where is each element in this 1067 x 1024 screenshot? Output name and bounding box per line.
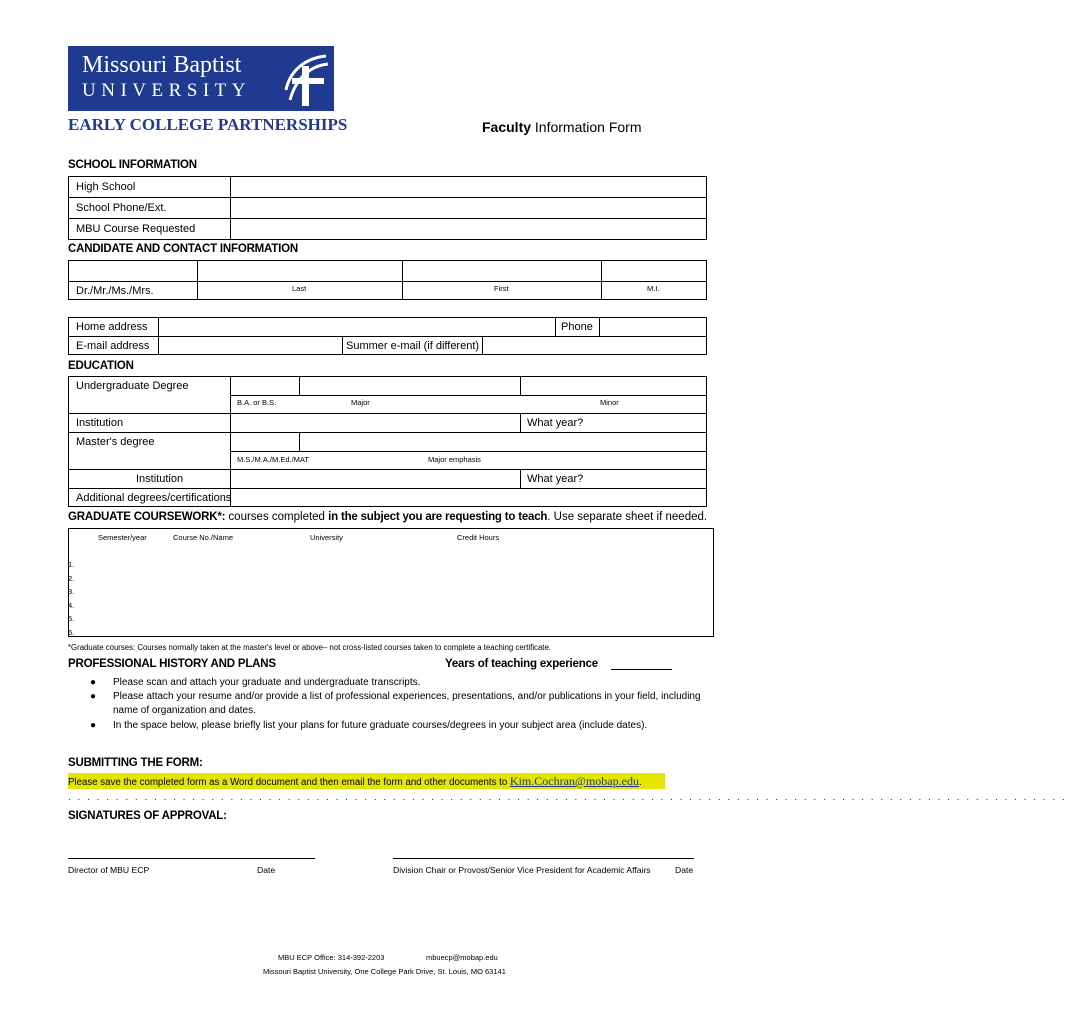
additional-field[interactable] bbox=[232, 490, 706, 506]
email-label: E-mail address bbox=[76, 340, 150, 352]
phone-label: Phone bbox=[561, 321, 593, 333]
school-heading: SCHOOL INFORMATION bbox=[68, 159, 197, 171]
high-school-label: High School bbox=[76, 181, 136, 193]
bullet-icon: ● bbox=[90, 677, 97, 688]
course-row-4: 4. bbox=[68, 601, 75, 610]
course-row-6: 6. bbox=[68, 628, 75, 637]
course-row-3: 3. bbox=[68, 587, 75, 596]
col-semester: Semester/year bbox=[98, 533, 147, 542]
logo-subtitle: EARLY COLLEGE PARTNERSHIPS bbox=[68, 115, 348, 134]
logo-name: Missouri Baptist bbox=[82, 52, 242, 78]
minor-label: Minor bbox=[600, 398, 619, 407]
signatures-heading: SIGNATURES OF APPROVAL: bbox=[68, 810, 227, 822]
candidate-heading: CANDIDATE AND CONTACT INFORMATION bbox=[68, 243, 298, 255]
bullet-transcripts: Please scan and attach your graduate and undergraduate transcripts. bbox=[113, 677, 421, 688]
summer-email-field[interactable] bbox=[484, 338, 706, 354]
coursework-table[interactable] bbox=[68, 528, 714, 637]
years-teaching-field[interactable] bbox=[611, 669, 672, 670]
ms-ma-label: M.S./M.A./M.Ed./MAT bbox=[237, 455, 309, 464]
prefix-label: Dr./Mr./Ms./Mrs. bbox=[76, 285, 154, 297]
chair-label: Division Chair or Provost/Senior Vice President for Academic Affairs bbox=[393, 865, 651, 875]
school-phone-label: School Phone/Ext. bbox=[76, 202, 167, 214]
date1-label: Date bbox=[257, 865, 276, 875]
institution2-field[interactable] bbox=[232, 471, 519, 487]
cross-logo-icon bbox=[280, 52, 332, 108]
ba-bs-label: B.A. or B.S. bbox=[237, 398, 277, 407]
course-row-2: 2. bbox=[68, 574, 75, 583]
summer-email-label: Summer e-mail (if different) bbox=[346, 340, 480, 352]
bullet-resume: Please attach your resume and/or provide a list of professional experiences, presentations, and/or publications in your field, including bbox=[113, 691, 701, 702]
chair-signature-line[interactable] bbox=[393, 858, 694, 859]
submitting-text: Please save the completed form as a Word document and then email the form and other documents to Kim.Cochran@mobap.edu. bbox=[68, 773, 665, 789]
director-label: Director of MBU ECP bbox=[68, 865, 150, 875]
masters-label: Master's degree bbox=[76, 436, 155, 448]
bullet-icon: ● bbox=[90, 691, 97, 702]
what-year-label: What year? bbox=[527, 417, 584, 429]
col-credit-hours: Credit Hours bbox=[457, 533, 500, 542]
home-address-label: Home address bbox=[76, 321, 148, 333]
major-emphasis-label: Major emphasis bbox=[428, 455, 481, 464]
col-university: University bbox=[310, 533, 343, 542]
major-label: Major bbox=[351, 398, 370, 407]
coursework-note: *Graduate courses: Courses normally taken at the master's level or above– not cross-listed courses taken to complete a teaching certificate. bbox=[68, 643, 551, 652]
institution2-label: Institution bbox=[136, 473, 184, 485]
mi-field[interactable] bbox=[602, 262, 706, 280]
director-signature-line[interactable] bbox=[68, 858, 315, 859]
last-name-field[interactable] bbox=[198, 262, 401, 280]
course-row-1: 1. bbox=[68, 560, 75, 569]
mbu-course-field[interactable] bbox=[232, 220, 705, 238]
bullet-icon: ● bbox=[90, 720, 97, 731]
undergrad-label: Undergraduate Degree bbox=[76, 380, 189, 392]
footer-address: Missouri Baptist University, One College Park Drive, St. Louis, MO 63141 bbox=[263, 967, 506, 976]
footer-office: MBU ECP Office: 314-392-2203 bbox=[278, 953, 385, 962]
mi-label: M.I. bbox=[647, 284, 660, 293]
first-label: First bbox=[494, 284, 509, 293]
contact-email-link[interactable]: Kim.Cochran@mobap.edu bbox=[509, 774, 639, 788]
course-row-5: 5. bbox=[68, 614, 75, 623]
years-teaching-label: Years of teaching experience bbox=[445, 658, 598, 670]
coursework-heading: GRADUATE COURSEWORK*: courses completed in the subject you are requesting to teach. Use separate sheet if needed. bbox=[68, 511, 708, 523]
divider: . . . . . . . . . . . . . . . . . . . . . . . . . . . . . . . . . . . . . . . . . . . . . . . . . . . . . . . . . . . . . . . . . . . . . . . . . . . . . . . . . . . . . . . . . . . . . . . . . . . . . . . . . bbox=[68, 792, 1067, 803]
institution-field[interactable] bbox=[232, 415, 519, 431]
bullet-plans: In the space below, please briefly list your plans for future graduate courses/degrees in your subject area (include dates). bbox=[113, 720, 648, 731]
additional-label: Additional degrees/certifications bbox=[76, 492, 232, 504]
form-title: Faculty Information Form bbox=[482, 119, 642, 135]
school-phone-field[interactable] bbox=[232, 199, 705, 217]
logo-university: UNIVERSITY bbox=[82, 80, 251, 101]
education-heading: EDUCATION bbox=[68, 360, 134, 372]
what-year2-label: What year? bbox=[527, 473, 584, 485]
professional-heading: PROFESSIONAL HISTORY AND PLANS bbox=[68, 658, 276, 670]
phone-field[interactable] bbox=[601, 319, 706, 335]
home-address-field[interactable] bbox=[160, 319, 554, 335]
ms-ma-field[interactable] bbox=[232, 434, 298, 450]
mbu-course-label: MBU Course Requested bbox=[76, 223, 196, 235]
last-label: Last bbox=[292, 284, 307, 293]
bullet-resume-cont: name of organization and dates. bbox=[113, 705, 256, 716]
submitting-heading: SUBMITTING THE FORM: bbox=[68, 757, 203, 769]
date2-label: Date bbox=[675, 865, 694, 875]
major-field[interactable] bbox=[301, 378, 519, 394]
col-course: Course No./Name bbox=[173, 533, 234, 542]
minor-field[interactable] bbox=[522, 378, 706, 394]
first-name-field[interactable] bbox=[403, 262, 600, 280]
email-field[interactable] bbox=[160, 338, 341, 354]
ba-bs-field[interactable] bbox=[232, 378, 298, 394]
major-emphasis-field[interactable] bbox=[301, 434, 706, 450]
footer-email: mbuecp@mobap.edu bbox=[426, 953, 498, 962]
high-school-field[interactable] bbox=[232, 178, 705, 196]
institution-label: Institution bbox=[76, 417, 124, 429]
